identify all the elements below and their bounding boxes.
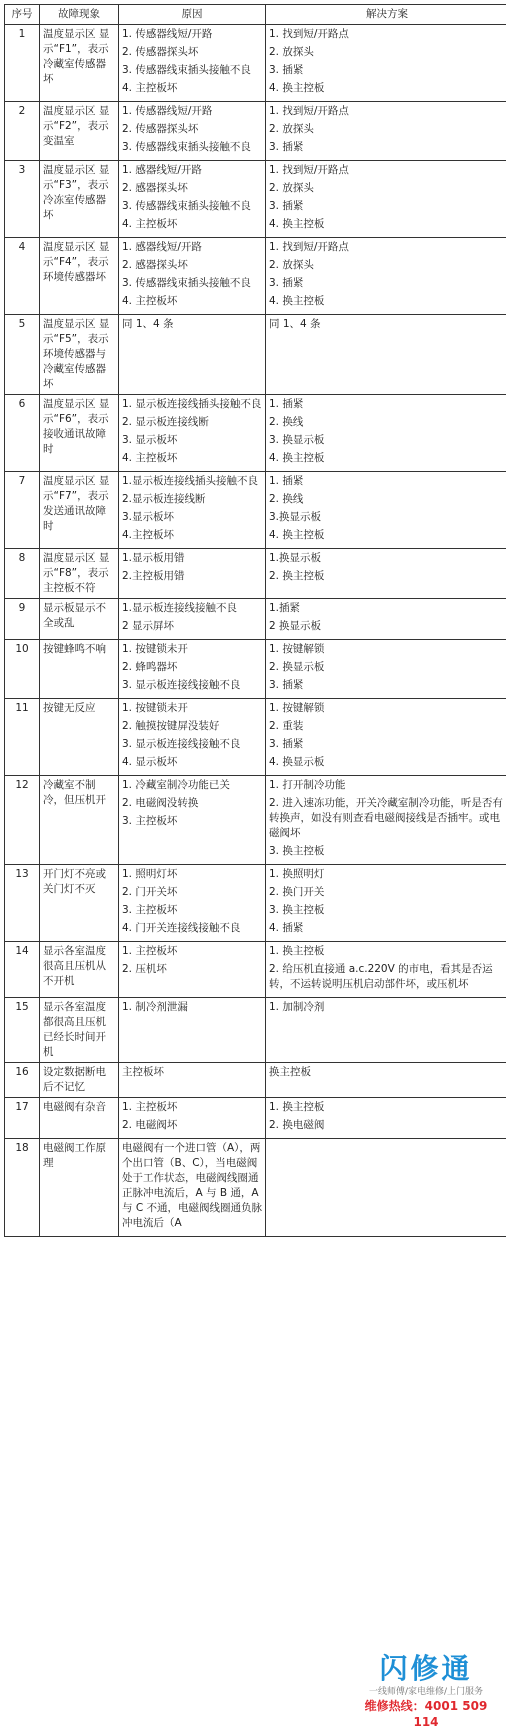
solution-item: 2. 换显示板: [269, 660, 505, 675]
solution-item: 1. 加制冷剂: [269, 1000, 505, 1015]
fault-solutions: [266, 472, 506, 549]
row-number: 11: [5, 699, 40, 776]
fault-symptom: 温度显示区 显 示“F7”，表示发送通讯故障时: [40, 472, 119, 549]
row-number: 8: [5, 549, 40, 599]
solution-item: 3. 插紧: [269, 63, 505, 78]
cause-item: 2. 门开关坏: [122, 885, 262, 900]
row-number: 9: [5, 599, 40, 640]
fault-causes: [119, 699, 266, 776]
cause-item: 3. 显示板连接线接触不良: [122, 737, 262, 752]
solution-item: 1. 找到短/开路点: [269, 27, 505, 42]
cause-item: 2. 电磁阀坏: [122, 1118, 262, 1133]
solution-item: 4. 换主控板: [269, 294, 505, 309]
row-number: 15: [5, 998, 40, 1063]
solution-item: 4. 换主控板: [269, 81, 505, 96]
table-row: [5, 942, 506, 998]
fault-symptom: 温度显示区 显 示“F1”，表示冷藏室传感器坏: [40, 25, 119, 102]
row-number: 10: [5, 640, 40, 699]
cause-item: 2. 传感器探头坏: [122, 45, 262, 60]
cause-item: 4. 主控板坏: [122, 451, 262, 466]
fault-solutions: [266, 25, 506, 102]
table-row: [5, 549, 506, 599]
fault-causes: [119, 865, 266, 942]
cause-item: 4. 主控板坏: [122, 294, 262, 309]
solution-item: 同 1、4 条: [269, 317, 505, 332]
fault-symptom: 温度显示区 显 示“F5”，表示环境传感器与冷藏室传感器坏: [40, 315, 119, 395]
table-row: [5, 315, 506, 395]
row-number: 7: [5, 472, 40, 549]
solution-item: 1. 插紧: [269, 474, 505, 489]
table-row: [5, 699, 506, 776]
fault-symptom: 显示板显示不全或乱: [40, 599, 119, 640]
solution-item: 3. 插紧: [269, 678, 505, 693]
cause-item: 3. 显示板坏: [122, 433, 262, 448]
cause-item: 2.显示板连接线断: [122, 492, 262, 507]
fault-causes: [119, 599, 266, 640]
table-row: [5, 472, 506, 549]
table-row: [5, 238, 506, 315]
solution-item: 3. 换显示板: [269, 433, 505, 448]
watermark-hotline: 维修热线：4001 509 114: [352, 1698, 500, 1730]
cause-item: 电磁阀有一个进口管（A），两个出口管（B、C），当电磁阀处于工作状态，电磁阀线圈通正脉冲电流后，A 与 B 通，A 与 C 不通，电磁阀线圈通负脉冲电流后（A: [122, 1141, 262, 1231]
fault-symptom: 按键蜂鸣不响: [40, 640, 119, 699]
header-no: 序号: [5, 5, 40, 25]
cause-item: 4. 显示板坏: [122, 755, 262, 770]
solution-item: 1. 打开制冷功能: [269, 778, 505, 793]
row-number: 6: [5, 395, 40, 472]
cause-item: 3. 传感器线束插头接触不良: [122, 63, 262, 78]
solution-item: 2. 换线: [269, 415, 505, 430]
table-row: [5, 1098, 506, 1139]
solution-item: 2. 进入速冻功能，开关冷藏室制冷功能，听是否有转换声，如没有则查看电磁阀接线是否插牢。或电磁阀坏: [269, 796, 505, 841]
row-number: 1: [5, 25, 40, 102]
fault-symptom: 温度显示区 显 示“F6”，表示接收通讯故障时: [40, 395, 119, 472]
fault-symptom: 显示各室温度很高且压机从不开机: [40, 942, 119, 998]
cause-item: 2. 压机坏: [122, 962, 262, 977]
fault-table-sheet: [4, 4, 502, 1237]
fault-solutions: [266, 1098, 506, 1139]
cause-item: 1.显示板连接线接触不良: [122, 601, 262, 616]
fault-solutions: [266, 315, 506, 395]
table-row: [5, 1139, 506, 1237]
solution-item: 2. 放探头: [269, 258, 505, 273]
table-row: [5, 102, 506, 161]
solution-item: 1. 换主控板: [269, 944, 505, 959]
fault-causes: [119, 776, 266, 865]
fault-causes: [119, 472, 266, 549]
fault-solutions: [266, 161, 506, 238]
fault-solutions: [266, 865, 506, 942]
solution-item: 4. 换主控板: [269, 217, 505, 232]
cause-item: 4.主控板坏: [122, 528, 262, 543]
fault-symptom: 按键无反应: [40, 699, 119, 776]
fault-solutions: [266, 699, 506, 776]
cause-item: 4. 主控板坏: [122, 81, 262, 96]
fault-solutions: [266, 640, 506, 699]
watermark-logo: [352, 1652, 500, 1720]
row-number: 17: [5, 1098, 40, 1139]
fault-table: [4, 4, 506, 1237]
cause-item: 1. 感器线短/开路: [122, 163, 262, 178]
cause-item: 1. 主控板坏: [122, 944, 262, 959]
table-row: [5, 998, 506, 1063]
solution-item: 3.换显示板: [269, 510, 505, 525]
solution-item: 3. 换主控板: [269, 903, 505, 918]
solution-item: 1. 找到短/开路点: [269, 240, 505, 255]
solution-item: 1. 按键解锁: [269, 642, 505, 657]
solution-item: 4. 换显示板: [269, 755, 505, 770]
fault-solutions: [266, 942, 506, 998]
cause-item: 1. 冷藏室制冷功能已关: [122, 778, 262, 793]
solution-item: 1. 插紧: [269, 397, 505, 412]
fault-solutions: [266, 102, 506, 161]
solution-item: 2. 重装: [269, 719, 505, 734]
solution-item: 2. 放探头: [269, 122, 505, 137]
cause-item: 3.显示板坏: [122, 510, 262, 525]
table-row: [5, 395, 506, 472]
solution-item: 1. 找到短/开路点: [269, 163, 505, 178]
cause-item: 1. 显示板连接线插头接触不良: [122, 397, 262, 412]
solution-item: 2. 给压机直接通 a.c.220V 的市电，看其是否运转，不运转说明压机启动部件坏，或压机坏: [269, 962, 505, 992]
watermark-brand: 闪修通: [352, 1652, 500, 1686]
fault-solutions: [266, 238, 506, 315]
solution-item: 4. 换主控板: [269, 451, 505, 466]
solution-item: 2. 换电磁阀: [269, 1118, 505, 1133]
solution-item: 3. 插紧: [269, 276, 505, 291]
cause-item: 1.显示板用错: [122, 551, 262, 566]
cause-item: 1. 传感器线短/开路: [122, 104, 262, 119]
fault-symptom: 温度显示区 显 示“F2”，表示变温室: [40, 102, 119, 161]
cause-item: 同 1、4 条: [122, 317, 262, 332]
fault-causes: [119, 1139, 266, 1237]
cause-item: 1. 感器线短/开路: [122, 240, 262, 255]
solution-item: 3. 插紧: [269, 140, 505, 155]
fault-causes: [119, 942, 266, 998]
row-number: 12: [5, 776, 40, 865]
cause-item: 1. 主控板坏: [122, 1100, 262, 1115]
cause-item: 3. 主控板坏: [122, 903, 262, 918]
fault-symptom: 开门灯不亮或关门灯不灭: [40, 865, 119, 942]
solution-item: 2. 放探头: [269, 181, 505, 196]
cause-item: 2. 蜂鸣器坏: [122, 660, 262, 675]
fault-solutions: [266, 599, 506, 640]
fault-causes: [119, 395, 266, 472]
cause-item: 1. 传感器线短/开路: [122, 27, 262, 42]
table-row: [5, 1063, 506, 1098]
fault-solutions: [266, 998, 506, 1063]
cause-item: 2. 电磁阀没转换: [122, 796, 262, 811]
fault-causes: [119, 1063, 266, 1098]
fault-symptom: 温度显示区 显 示“F3”，表示冷冻室传感器坏: [40, 161, 119, 238]
fault-causes: [119, 549, 266, 599]
fault-solutions: [266, 1139, 506, 1237]
fault-causes: [119, 315, 266, 395]
solution-item: 1.插紧: [269, 601, 505, 616]
solution-item: 1.换显示板: [269, 551, 505, 566]
table-row: [5, 25, 506, 102]
table-row: [5, 161, 506, 238]
fault-causes: [119, 1098, 266, 1139]
solution-item: 2. 换门开关: [269, 885, 505, 900]
solution-item: 1. 找到短/开路点: [269, 104, 505, 119]
fault-solutions: [266, 1063, 506, 1098]
cause-item: 2. 触摸按键屏没装好: [122, 719, 262, 734]
solution-item: 4. 换主控板: [269, 528, 505, 543]
solution-item: 2. 换主控板: [269, 569, 505, 584]
header-symptom: 故障现象: [40, 5, 119, 25]
table-body: [5, 25, 506, 1237]
cause-item: 4. 主控板坏: [122, 217, 262, 232]
solution-item: 2. 放探头: [269, 45, 505, 60]
row-number: 13: [5, 865, 40, 942]
watermark-tagline: 一线师傅/家电维修/上门服务: [352, 1686, 500, 1698]
fault-causes: [119, 161, 266, 238]
solution-item: 1. 换照明灯: [269, 867, 505, 882]
cause-item: 2. 感器探头坏: [122, 181, 262, 196]
fault-causes: [119, 238, 266, 315]
solution-item: 1. 换主控板: [269, 1100, 505, 1115]
header-solution: 解决方案: [266, 5, 506, 25]
fault-symptom: 显示各室温度都很高且压机已经长时间开机: [40, 998, 119, 1063]
solution-item: 2. 换线: [269, 492, 505, 507]
solution-item: 3. 换主控板: [269, 844, 505, 859]
fault-symptom: 温度显示区 显 示“F8”，表示主控板不符: [40, 549, 119, 599]
fault-symptom: 冷藏室不制冷，但压机开: [40, 776, 119, 865]
row-number: 16: [5, 1063, 40, 1098]
row-number: 2: [5, 102, 40, 161]
cause-item: 1. 按键锁未开: [122, 642, 262, 657]
fault-solutions: [266, 549, 506, 599]
row-number: 5: [5, 315, 40, 395]
table-row: [5, 865, 506, 942]
solution-item: 换主控板: [269, 1065, 505, 1080]
cause-item: 3. 显示板连接线接触不良: [122, 678, 262, 693]
solution-item: 2 换显示板: [269, 619, 505, 634]
cause-item: 2.主控板用错: [122, 569, 262, 584]
solution-item: 1. 按键解锁: [269, 701, 505, 716]
cause-item: 2. 显示板连接线断: [122, 415, 262, 430]
fault-symptom: 温度显示区 显 示“F4”，表示环境传感器坏: [40, 238, 119, 315]
cause-item: 1. 制冷剂泄漏: [122, 1000, 262, 1015]
cause-item: 1. 按键锁未开: [122, 701, 262, 716]
table-row: [5, 640, 506, 699]
cause-item: 主控板坏: [122, 1065, 262, 1080]
cause-item: 2. 感器探头坏: [122, 258, 262, 273]
cause-item: 1. 照明灯坏: [122, 867, 262, 882]
cause-item: 3. 传感器线束插头接触不良: [122, 199, 262, 214]
fault-symptom: 电磁阀有杂音: [40, 1098, 119, 1139]
cause-item: 4. 门开关连接线接触不良: [122, 921, 262, 936]
fault-causes: [119, 25, 266, 102]
fault-symptom: 设定数据断电后不记忆: [40, 1063, 119, 1098]
solution-item: 3. 插紧: [269, 737, 505, 752]
table-header-row: [5, 5, 506, 25]
cause-item: 2 显示屏坏: [122, 619, 262, 634]
fault-solutions: [266, 395, 506, 472]
fault-causes: [119, 998, 266, 1063]
table-row: [5, 776, 506, 865]
fault-solutions: [266, 776, 506, 865]
fault-causes: [119, 640, 266, 699]
solution-item: 3. 插紧: [269, 199, 505, 214]
fault-symptom: 电磁阀工作原理: [40, 1139, 119, 1237]
header-cause: 原因: [119, 5, 266, 25]
fault-causes: [119, 102, 266, 161]
cause-item: 3. 主控板坏: [122, 814, 262, 829]
cause-item: 1.显示板连接线插头接触不良: [122, 474, 262, 489]
row-number: 3: [5, 161, 40, 238]
cause-item: 3. 传感器线束插头接触不良: [122, 276, 262, 291]
row-number: 14: [5, 942, 40, 998]
cause-item: 2. 传感器探头坏: [122, 122, 262, 137]
table-row: [5, 599, 506, 640]
row-number: 4: [5, 238, 40, 315]
solution-item: 4. 插紧: [269, 921, 505, 936]
cause-item: 3. 传感器线束插头接触不良: [122, 140, 262, 155]
row-number: 18: [5, 1139, 40, 1237]
